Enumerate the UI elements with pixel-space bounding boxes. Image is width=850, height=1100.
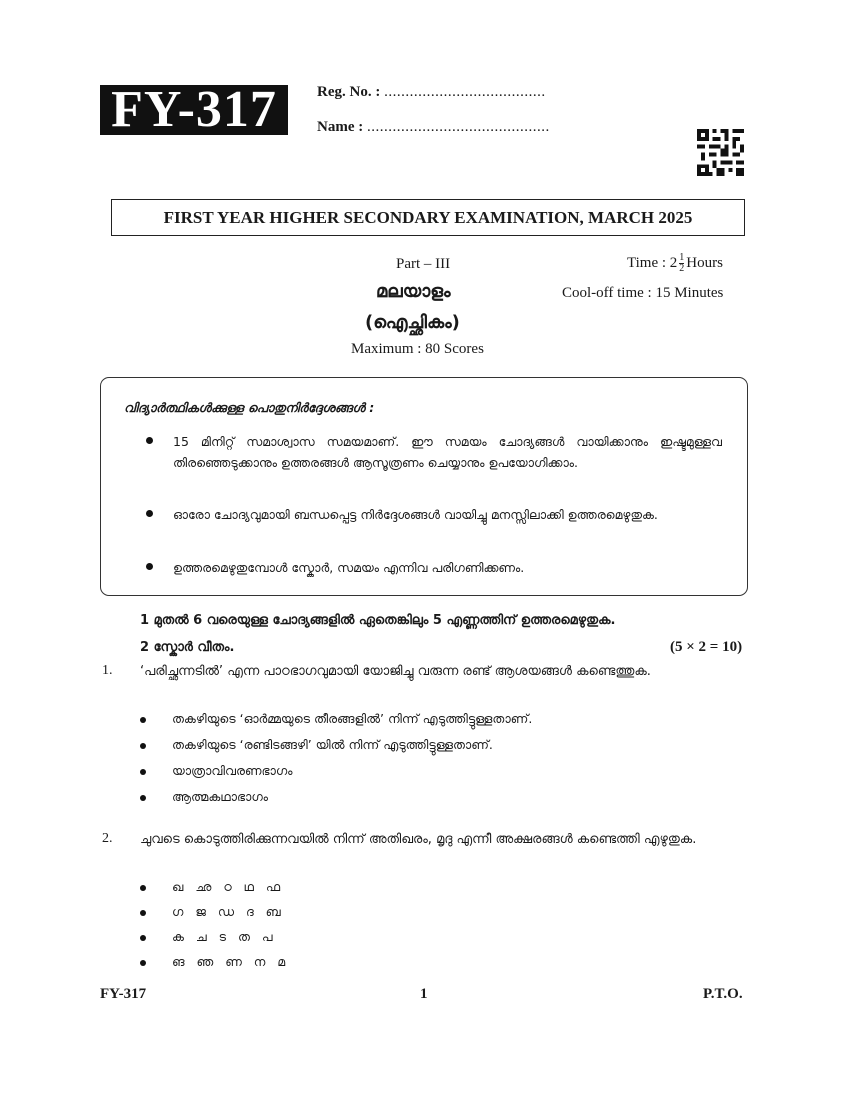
time-label: Time : 2 <box>627 254 678 271</box>
list-item: ഖ ഛ ഠ ഥ ഫ <box>140 877 280 897</box>
instruction-item: 15 മിനിറ്റ് സമാശ്വാസ സമയമാണ്. ഈ സമയം ചോദ്യങ്ങൾ വായിക്കാനും ഇഷ്ടമുള്ളവ തിരഞ്ഞെടുക്കാനും ഉത്തരങ്ങൾ ആസൂത്രണം ചെയ്യാനും ഉപയോഗിക്കാം. <box>146 431 722 473</box>
instructions-heading: വിദ്യാർത്ഥികൾക്കുള്ള പൊതുനിർദ്ദേശങ്ങൾ : <box>124 400 375 415</box>
exam-title: FIRST YEAR HIGHER SECONDARY EXAMINATION, MARCH 2025 <box>111 199 745 236</box>
bullet-icon <box>140 885 146 891</box>
pto-label: P.T.O. <box>703 986 743 1002</box>
list-item: ങ ഞ ണ ന മ <box>140 952 285 972</box>
question-text: ചുവടെ കൊടുത്തിരിക്കുന്നവയിൽ നിന്ന് അതിഖരം, മൃദു എന്നീ അക്ഷരങ്ങൾ കണ്ടെത്തി എഴുതുക. <box>140 832 697 847</box>
question-number: 2. <box>102 831 113 846</box>
score-formula: (5 × 2 = 10) <box>670 639 743 655</box>
list-item: ആത്മകഥാഭാഗം <box>140 787 268 807</box>
bullet-icon <box>140 795 146 801</box>
time-info <box>627 253 723 274</box>
bullet-icon <box>140 960 146 966</box>
name-label: Name : <box>317 119 364 135</box>
question-number: 1. <box>102 663 113 678</box>
bullet-icon <box>140 910 146 916</box>
list-item: ഗ ജ ഡ ദ ബ <box>140 902 281 922</box>
time-fraction-numerator: 1 <box>679 252 685 263</box>
list-item: ക ച ട ത പ <box>140 927 273 947</box>
time-fraction-denominator: 2 <box>679 263 685 274</box>
cooloff-time: Cool-off time : 15 Minutes <box>562 285 724 301</box>
footer-code: FY-317 <box>100 986 147 1002</box>
list-item: തകഴിയുടെ ‘രണ്ടിടങ്ങഴി’ യിൽ നിന്ന് എടുത്തിട്ടുള്ളതാണ്. <box>140 735 493 755</box>
bullet-icon <box>146 437 153 444</box>
subject-subtitle: (ഐച്ഛികം) <box>365 312 460 333</box>
bullet-icon <box>140 769 146 775</box>
list-item: തകഴിയുടെ ‘ഓർമ്മയുടെ തീരങ്ങളിൽ’ നിന്ന് എടുത്തിട്ടുള്ളതാണ്. <box>140 709 532 729</box>
reg-no-blank: ...................................... <box>384 84 546 100</box>
bullet-icon <box>140 743 146 749</box>
time-unit: Hours <box>686 254 723 271</box>
section-instruction: 1 മുതൽ 6 വരെയുള്ള ചോദ്യങ്ങളിൽ ഏതെങ്കിലും 5 എണ്ണത്തിന് ഉത്തരമെഴുതുക. <box>140 613 616 628</box>
question-text: ‘പരിച്ഛന്നടിൽ’ എന്ന പാഠഭാഗവുമായി യോജിച്ചു വരുന്ന രണ്ട് ആശയങ്ങൾ കണ്ടെത്തുക. <box>140 664 651 679</box>
instruction-item: ഓരോ ചോദ്യവുമായി ബന്ധപ്പെട്ട നിർദ്ദേശങ്ങൾ വായിച്ചു മനസ്സിലാക്കി ഉത്തരമെഴുതുക. <box>146 504 722 525</box>
paper-code-badge: FY-317 <box>100 85 288 135</box>
bullet-icon <box>146 563 153 570</box>
bullet-icon <box>140 935 146 941</box>
instruction-item: ഉത്തരമെഴുതുമ്പോൾ സ്കോർ, സമയം എന്നിവ പരിഗണിക്കണം. <box>146 557 722 578</box>
list-item: യാത്രാവിവരണഭാഗം <box>140 761 293 781</box>
bullet-icon <box>140 717 146 723</box>
name-blank: ........................................... <box>366 119 550 135</box>
max-scores: Maximum : 80 Scores <box>351 341 484 357</box>
reg-no-line <box>317 84 546 101</box>
subject-title: മലയാളം <box>376 281 451 302</box>
page-number: 1 <box>420 986 428 1002</box>
name-line <box>317 119 550 136</box>
bullet-icon <box>146 510 153 517</box>
score-line: 2 സ്കോർ വീതം. <box>140 640 235 655</box>
qr-code-icon <box>697 129 744 176</box>
reg-no-label: Reg. No. : <box>317 84 381 100</box>
part-label: Part – III <box>396 256 451 272</box>
